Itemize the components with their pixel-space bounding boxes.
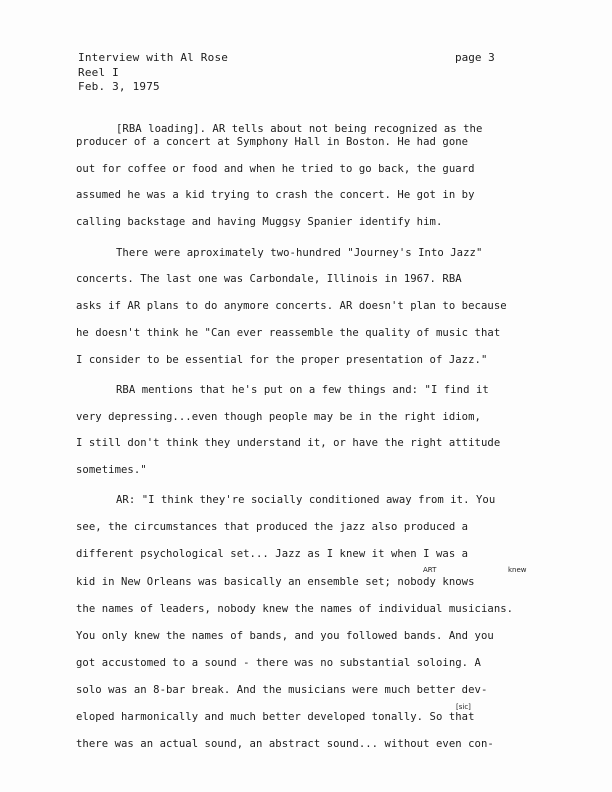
body-line: eloped harmonically and much better developed tonally. So that	[76, 711, 475, 723]
body-line: producer of a concert at Symphony Hall in Boston. He had gone	[76, 136, 469, 148]
body-line: kid in New Orleans was basically an ensemble set; nobody knows	[76, 576, 475, 588]
body-line: [RBA loading]. AR tells about not being recognized as the	[116, 123, 483, 135]
body-line: concerts. The last one was Carbondale, Illinois in 1967. RBA	[76, 273, 462, 285]
body-line: solo was an 8-bar break. And the musicians were much better dev-	[76, 684, 488, 696]
body-line: there was an actual sound, an abstract sound... without even con-	[76, 738, 494, 750]
body-line: I still don't think they understand it, or have the right attitude	[76, 437, 501, 449]
body-line: he doesn't think he "Can ever reassemble the quality of music that	[76, 327, 501, 339]
body-line: different psychological set... Jazz as I knew it when I was a	[76, 548, 469, 560]
body-line: AR: "I think they're socially conditioned away from it. You	[116, 494, 496, 506]
handwritten-sic-note: [sic]	[456, 703, 471, 711]
body-line: see, the circumstances that produced the jazz also produced a	[76, 521, 469, 533]
body-line: the names of leaders, nobody knew the names of individual musicians.	[76, 603, 514, 615]
interview-date: Feb. 3, 1975	[78, 80, 160, 93]
reel-label: Reel I	[78, 66, 119, 79]
body-line: very depressing...even though people may be in the right idiom,	[76, 411, 481, 423]
body-line: assumed he was a kid trying to crash the concert. He got in by	[76, 189, 475, 201]
page-number: page 3	[455, 51, 495, 64]
handwritten-correction-knew: knew	[508, 566, 527, 574]
body-line: got accustomed to a sound - there was no substantial soloing. A	[76, 657, 481, 669]
body-line: sometimes."	[76, 464, 147, 476]
handwritten-correction-art: ART	[423, 566, 437, 574]
body-line: RBA mentions that he's put on a few things and: "I find it	[116, 384, 489, 396]
body-line: out for coffee or food and when he tried to go back, the guard	[76, 163, 475, 175]
body-line: I consider to be essential for the proper presentation of Jazz."	[76, 354, 488, 366]
body-line: asks if AR plans to do anymore concerts. AR doesn't plan to because	[76, 300, 507, 312]
body-line: calling backstage and having Muggsy Spanier identify him.	[76, 216, 443, 228]
body-line: You only knew the names of bands, and you followed bands. And you	[76, 630, 494, 642]
interview-title: Interview with Al Rose	[78, 51, 229, 64]
body-line: There were aproximately two-hundred "Journey's Into Jazz"	[116, 247, 483, 259]
